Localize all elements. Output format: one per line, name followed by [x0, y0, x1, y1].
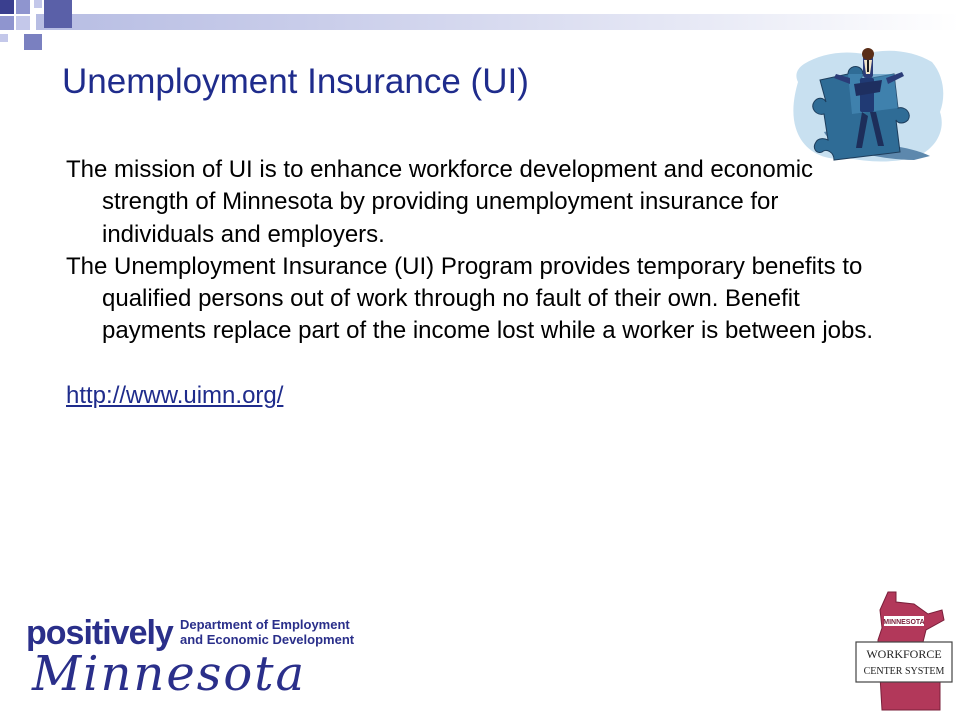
spacer — [66, 348, 876, 380]
decoration-square — [16, 0, 30, 14]
decoration-square — [0, 34, 8, 42]
uimn-link[interactable]: http://www.uimn.org/ — [66, 381, 284, 409]
decoration-square — [0, 16, 14, 30]
decoration-square — [34, 0, 42, 8]
badge-center-system: CENTER SYSTEM — [863, 666, 945, 677]
decoration-square — [44, 0, 72, 28]
badge-workforce: WORKFORCE — [866, 647, 942, 661]
program-paragraph: The Unemployment Insurance (UI) Program provides temporary benefits to qualified persons out of work through no fault of their own. Benefit payments replace part of the income lost while a worker is between jobs. — [66, 252, 874, 345]
decoration-square — [24, 34, 42, 50]
positively-minnesota-logo — [24, 612, 384, 702]
slide-body — [66, 154, 876, 412]
header-decoration-bar — [36, 14, 960, 30]
badge-state-label: MINNESOTA — [883, 619, 925, 626]
link-paragraph — [66, 380, 876, 412]
slide-title: Unemployment Insurance (UI) — [62, 62, 529, 101]
decoration-square — [16, 16, 30, 30]
workforce-center-system-logo — [852, 590, 956, 714]
man-on-puzzle-piece-icon — [790, 44, 948, 166]
logo-dept-line2: and Economic Development — [180, 632, 355, 647]
decoration-square — [0, 0, 14, 14]
logo-word-minnesota: Minnesota — [32, 646, 307, 702]
logo-dept-line1: Department of Employment — [180, 617, 350, 632]
logo-word-positively: positively — [26, 614, 173, 652]
mission-paragraph: The mission of UI is to enhance workforce development and economic strength of Minnesota by providing unemployment insurance for individuals and employers. — [66, 156, 814, 248]
